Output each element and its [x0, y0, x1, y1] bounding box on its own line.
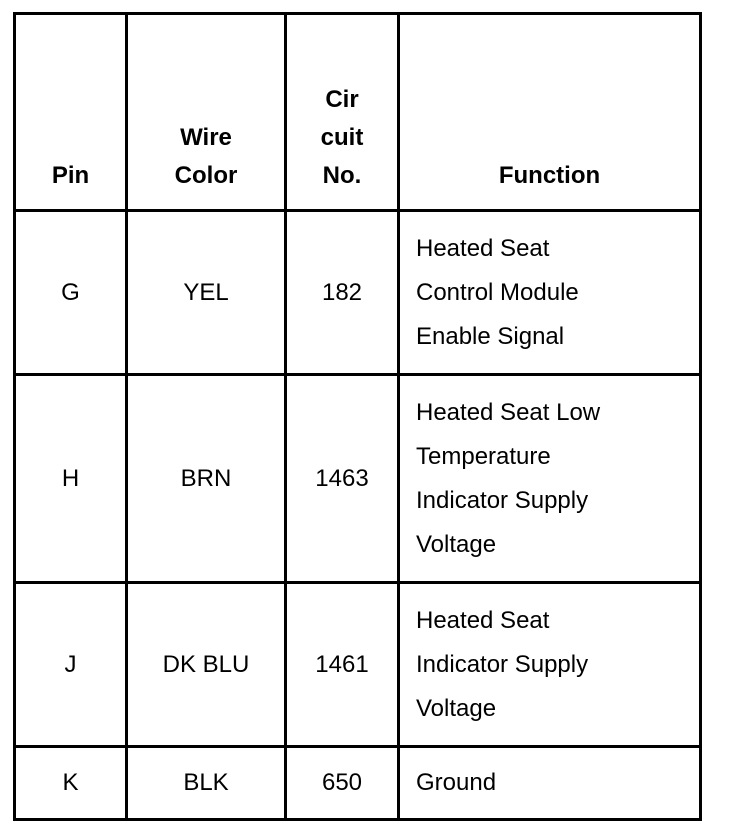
function-cell: Heated Seat Low Temperature Indicator Supply Voltage [399, 375, 701, 583]
function-cell: Ground [399, 747, 701, 820]
wire-color-cell: BRN [127, 375, 286, 583]
connector-pinout-table [13, 12, 702, 821]
header-circuit-no: Cir cuit No. [286, 14, 399, 211]
pin-cell: G [15, 211, 127, 375]
wire-color-cell: DK BLU [127, 583, 286, 747]
pin-cell: K [15, 747, 127, 820]
table-header-row [15, 14, 701, 211]
pin-cell: H [15, 375, 127, 583]
header-function: Function [399, 14, 701, 211]
table-row [15, 747, 701, 820]
table-row [15, 583, 701, 747]
table-row [15, 211, 701, 375]
table-row [15, 375, 701, 583]
header-wire-color: Wire Color [127, 14, 286, 211]
circuit-no-cell: 1461 [286, 583, 399, 747]
circuit-no-cell: 1463 [286, 375, 399, 583]
function-cell: Heated Seat Control Module Enable Signal [399, 211, 701, 375]
pin-cell: J [15, 583, 127, 747]
wire-color-cell: BLK [127, 747, 286, 820]
function-cell: Heated Seat Indicator Supply Voltage [399, 583, 701, 747]
header-pin: Pin [15, 14, 127, 211]
circuit-no-cell: 650 [286, 747, 399, 820]
wire-color-cell: YEL [127, 211, 286, 375]
circuit-no-cell: 182 [286, 211, 399, 375]
